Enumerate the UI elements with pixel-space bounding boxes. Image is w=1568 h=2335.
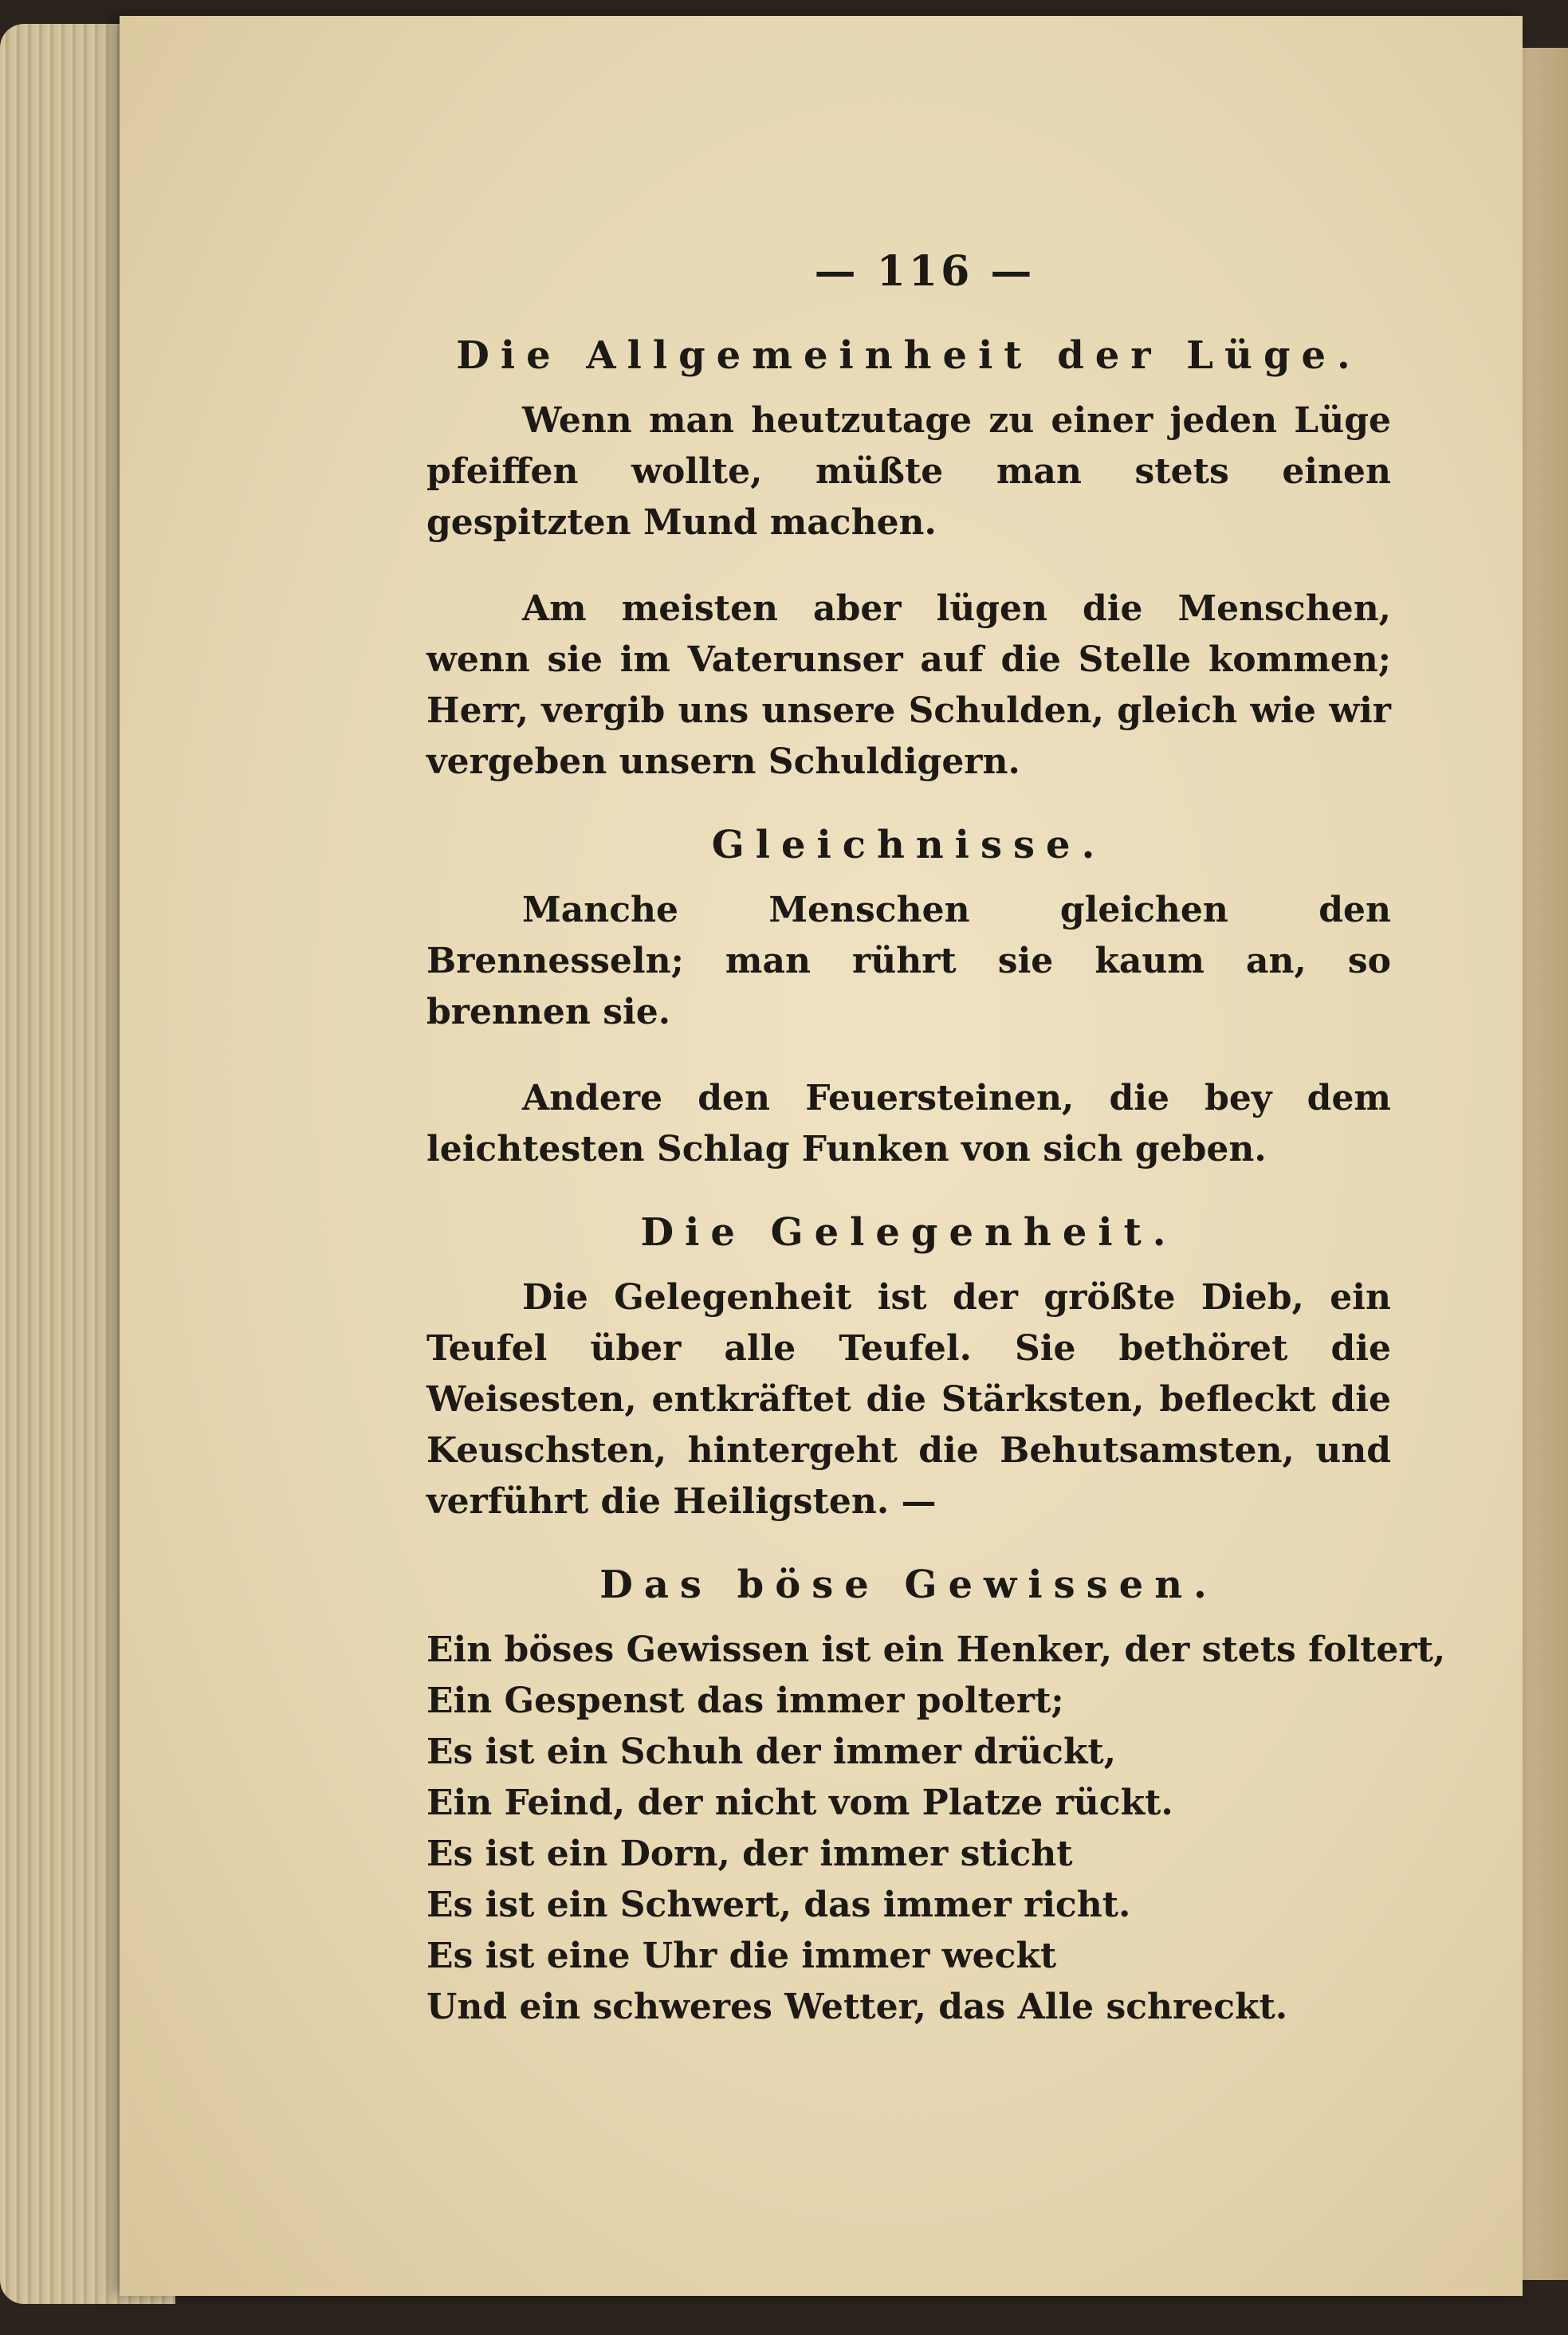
paragraph: Wenn man heutzutage zu einer jeden Lüge pfeiffen wollte, müßte man stets einen gespitzten Mund machen. <box>426 400 1391 543</box>
section-heading: Gleichnisse. <box>711 823 1106 867</box>
verse-line: Es ist ein Dorn, der immer sticht <box>426 1834 1073 1874</box>
paragraph: Die Gelegenheit ist der größte Dieb, ein Teufel über alle Teufel. Sie bethöret die Weisesten, entkräftet die Stärksten, befleckt die Keuschsten, hintergeht die Behutsamsten, und verführt die Heiligsten. — <box>426 1277 1391 1522</box>
verse-line: Es ist ein Schwert, das immer richt. <box>426 1885 1131 1925</box>
page-text <box>426 247 1446 2033</box>
verse-line: Ein Gespenst das immer poltert; <box>426 1680 1064 1721</box>
section-heading: Die Gelegenheit. <box>640 1210 1177 1255</box>
paragraph: Andere den Feuersteinen, die bey dem leichtesten Schlag Funken von sich geben. <box>426 1078 1391 1169</box>
verse-line: Es ist ein Schuh der immer drückt, <box>426 1732 1117 1772</box>
paragraph: Manche Menschen gleichen den Brennesseln; man rührt sie kaum an, so brennen sie. <box>426 890 1391 1032</box>
verse-line: Ein Feind, der nicht vom Platze rückt. <box>426 1783 1173 1823</box>
section-heading: Das böse Gewissen. <box>599 1563 1218 1607</box>
page-number: — 116 — <box>814 247 1036 296</box>
poem <box>426 1625 1446 2033</box>
verse-line: Es ist eine Uhr die immer weckt <box>426 1936 1057 1976</box>
section-heading: Die Allgemeinheit der Lüge. <box>456 333 1362 378</box>
verse-line: Ein böses Gewissen ist ein Henker, der stets foltert, <box>426 1629 1446 1670</box>
verse-line: Und ein schweres Wetter, das Alle schreckt. <box>426 1987 1288 2027</box>
paragraph: Am meisten aber lügen die Menschen, wenn sie im Vaterunser auf die Stelle kommen; Herr, vergib uns unsere Schulden, gleich wie wir vergeben unsern Schuldigern. <box>426 588 1391 782</box>
